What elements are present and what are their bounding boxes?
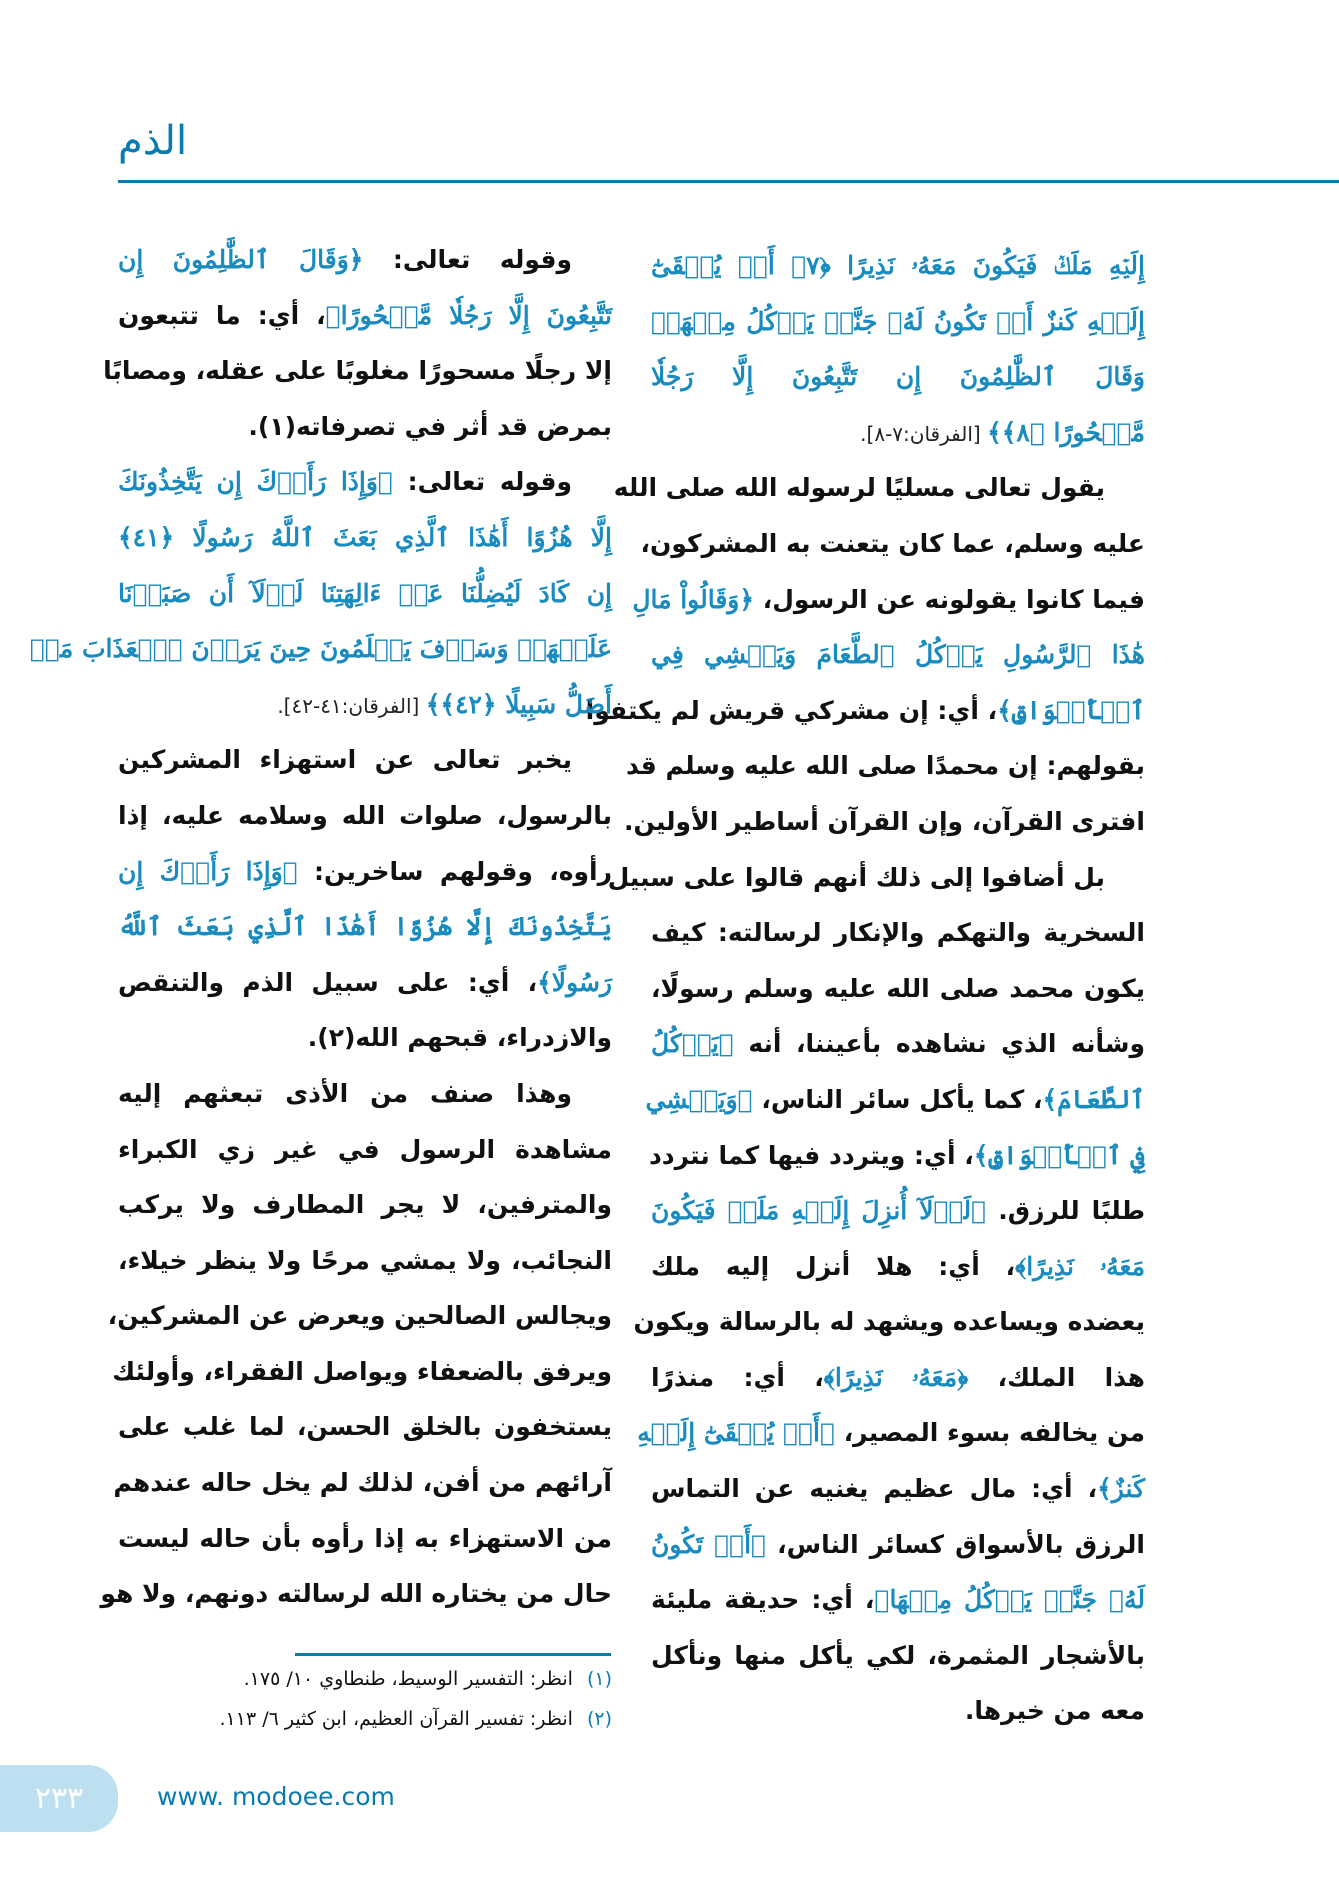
left-text-column (29, 232, 613, 1622)
body-text: ، أي: حديقة مليئة (651, 1585, 875, 1615)
body-text: السخرية والتهكم والإنكار لرسالته: كيف (651, 918, 1145, 948)
quran-verse: هَٰذَا ٱلرَّسُولِ يَأۡكُلُ ٱلطَّعَامَ وَيَمۡشِي فِي (651, 640, 1145, 670)
footnote-divider (295, 1653, 611, 1656)
text-line (118, 1122, 612, 1178)
quran-verse: ﴿لَوۡلَآ أُنزِلَ إِلَيۡهِ مَلَكٞ فَيَكُونَ (651, 1196, 987, 1226)
text-line (648, 1128, 1145, 1184)
body-text: بل أضافوا إلى ذلك أنهم قالوا على سبيل (607, 862, 1105, 892)
verse-reference: [الفرقان:٧-٨]. (860, 421, 988, 446)
quran-verse: إِن كَادَ لَيُضِلُّنَا عَنۡ ءَالِهَتِنَا لَوۡلَآ أَن صَبَرۡنَا (118, 578, 612, 608)
text-line (651, 905, 1145, 961)
footnote-text: انظر: التفسير الوسيط، طنطاوي ١٠/ ١٧٥. (243, 1668, 573, 1690)
text-line (625, 738, 1145, 794)
body-text: طلبًا للرزق. (986, 1196, 1146, 1226)
text-line (118, 288, 612, 344)
body-text: بالرسول، صلوات الله وسلامه عليه، إذا (118, 800, 612, 830)
quran-verse: فِي ٱلۡأَسۡوَاقِ﴾ (973, 1140, 1145, 1170)
text-line (651, 294, 1145, 350)
text-line (645, 1072, 1145, 1128)
body-text: ، أي: ويتردد فيها كما نتردد (648, 1140, 974, 1170)
text-line (118, 899, 612, 955)
footnote-2 (118, 1708, 612, 1730)
text-line (113, 1455, 612, 1511)
quran-verse: عَلَيۡهَاۚ وَسَوۡفَ يَعۡلَمُونَ حِينَ يَرَوۡنَ ٱلۡعَذَابَ مَنۡ (29, 634, 612, 664)
text-line (651, 1183, 1145, 1239)
text-line (613, 460, 1145, 516)
quran-verse: ﴿وَيَمۡشِي (645, 1084, 753, 1114)
text-line (651, 1572, 1145, 1628)
text-line (118, 677, 612, 733)
text-line (651, 405, 1145, 461)
body-text: من الاستهزاء به إذا رأوه بأن حاله ليست (118, 1523, 612, 1553)
quran-verse: ﴿أَوۡ تَكُونُ (651, 1529, 767, 1559)
text-line (118, 1066, 612, 1122)
quran-verse: ﴿أَوۡ يُلۡقَىٰٓ إِلَيۡهِ (637, 1418, 835, 1448)
body-text: حال من يختاره الله لرسالته دونهم، ولا هو (100, 1579, 612, 1609)
quran-verse: مَعَهُۥ نَذِيرًا﴾ (1015, 1251, 1145, 1281)
text-line (107, 1288, 612, 1344)
text-line (640, 516, 1145, 572)
chapter-title: الذم (118, 118, 188, 164)
body-text: ، أي: منذرًا (651, 1362, 824, 1392)
quran-verse: إِلَيۡهِ مَلَكٞ فَيَكُونَ مَعَهُۥ نَذِيرًا ﴿٧﴾ أَوۡ يُلۡقَىٰٓ (651, 251, 1145, 280)
quran-verse: ﴿وَقَالَ ٱلظَّٰلِمُونَ إِن (118, 245, 364, 274)
text-line (651, 627, 1145, 683)
quran-verse: وَقَالَ ٱلظَّٰلِمُونَ إِن تَتَّبِعُونَ إِلَّا رَجُلٗا (651, 362, 1145, 392)
body-text: الرزق بالأسواق كسائر الناس، (766, 1529, 1145, 1559)
text-line (118, 1399, 612, 1455)
quran-verse: ٱلطَّعَامَ﴾ (1042, 1084, 1145, 1114)
page-number: ٢٣٣ (0, 1765, 118, 1832)
quran-verse: إِلَّا هُزُوًا أَهَٰذَا ٱلَّذِي بَعَثَ ٱللَّهُ رَسُولًا ﴿٤١﴾ (118, 522, 612, 552)
body-text: يكون محمد صلى الله عليه وسلم رسولًا، (651, 973, 1145, 1003)
footnote-text: انظر: تفسير القرآن العظيم، ابن كثير ٦/ ١١٣. (219, 1708, 573, 1730)
body-text: آرائهم من أفن، لذلك لم يخل حاله عندهم (113, 1468, 612, 1498)
body-text: بمرض قد أثر في تصرفاته(١). (248, 411, 612, 441)
text-line (118, 1177, 612, 1233)
body-text: بقولهم: إن محمدًا صلى الله عليه وسلم قد (625, 751, 1145, 781)
quran-verse: إِلَيۡهِ كَنزٌ أَوۡ تَكُونُ لَهُۥ جَنَّةٞ يَأۡكُلُ مِنۡهَاۚ (651, 306, 1145, 336)
text-line (607, 850, 1145, 906)
text-line (632, 572, 1145, 628)
body-text: ، أي: إن مشركي قريش لم يكتفوا (585, 695, 998, 725)
body-text: بالأشجار المثمرة، لكي يأكل منها ونأكل (651, 1640, 1145, 1670)
quran-verse: ﴿وَقَالُواْ مَالِ (632, 584, 754, 614)
body-text: هذا الملك، (968, 1362, 1145, 1392)
body-text: ويرفق بالضعفاء ويواصل الفقراء، وأولئك (112, 1356, 612, 1386)
body-text: يقول تعالى مسليًا لرسوله الله صلى الله (613, 473, 1105, 503)
quran-verse: ٱلۡأَسۡوَاقِ﴾ (997, 695, 1145, 725)
text-line (651, 961, 1145, 1017)
body-text: ، أي: على سبيل الذم والتنقص (118, 967, 538, 997)
quran-verse: رَسُولًا﴾ (537, 967, 612, 997)
body-text: ، أي: هلا أنزل إليه ملك (651, 1251, 1016, 1281)
text-line (651, 1517, 1145, 1573)
text-line (118, 399, 612, 455)
text-line (118, 955, 612, 1011)
quran-verse: يَتَّخِذُونَكَ إِلَّا هُزُوًا أَهَٰذَا ٱلَّذِي بَعَثَ ٱللَّهُ (118, 912, 612, 942)
text-line (637, 1405, 1145, 1461)
body-text: وقوله تعالى: (363, 245, 572, 274)
text-line (29, 621, 612, 677)
quran-verse: لَهُۥ جَنَّةٞ يَأۡكُلُ مِنۡهَا﴾ (874, 1585, 1145, 1615)
text-line (118, 454, 612, 510)
body-text: يخبر تعالى عن استهزاء المشركين (118, 745, 572, 775)
quran-verse: ﴿مَعَهُۥ نَذِيرًا﴾ (823, 1362, 969, 1392)
quran-verse: أَضَلُّ سَبِيلًا ﴿٤٢﴾﴾ (425, 689, 612, 719)
text-line (118, 1010, 612, 1066)
footnote-number: (١) (586, 1668, 612, 1690)
text-line (118, 510, 612, 566)
website-link[interactable]: www. modoee.com (157, 1782, 395, 1811)
quran-verse: تَتَّبِعُونَ إِلَّا رَجُلٗا مَّسۡحُورًا﴾ (325, 300, 613, 330)
text-line (651, 238, 1145, 294)
quran-verse: ﴿وَإِذَا رَأَوۡكَ إِن (118, 856, 298, 886)
body-text: يستخفون بالخلق الحسن، لما غلب على (118, 1412, 612, 1442)
body-text: رأوه، وقولهم ساخرين: (297, 856, 612, 886)
body-text: والازدراء، قبحهم الله(٢). (307, 1023, 612, 1053)
text-line (651, 349, 1145, 405)
body-text: من يخالفه بسوء المصير، (834, 1418, 1145, 1448)
footnote-1 (118, 1668, 612, 1690)
quran-verse: مَّسۡحُورًا ﴿٨﴾﴾ (987, 417, 1145, 447)
text-line (623, 794, 1145, 850)
body-text: وقوله تعالى: (392, 467, 572, 497)
text-line (112, 1344, 612, 1400)
body-text: ويجالس الصالحين ويعرض عن المشركين، (107, 1301, 612, 1331)
body-text: والمترفين، لا يجر المطارف ولا يركب (118, 1190, 612, 1220)
text-line (118, 844, 612, 900)
body-text: النجائب، ولا يمشي مرحًا ولا ينظر خيلاء، (118, 1245, 612, 1275)
text-line (651, 1350, 1145, 1406)
body-text: ، كما يأكل سائر الناس، (752, 1084, 1043, 1114)
body-text: وشأنه الذي نشاهده بأعيننا، أنه (733, 1029, 1145, 1059)
body-text: معه من خيرها. (964, 1696, 1145, 1726)
text-line (103, 343, 612, 399)
verse-reference: [الفرقان:٤١-٤٢]. (277, 693, 426, 718)
body-text: مشاهدة الرسول في غير زي الكبراء (118, 1134, 612, 1164)
body-text: إلا رجلًا مسحورًا مغلوبًا على عقله، ومصابًا (103, 356, 612, 386)
body-text: افترى القرآن، وإن القرآن أساطير الأولين. (623, 806, 1145, 836)
body-text: يعضده ويساعده ويشهد له بالرسالة ويكون (633, 1307, 1145, 1337)
text-line (651, 1016, 1145, 1072)
text-line (651, 1628, 1145, 1684)
header-divider (118, 180, 1339, 183)
text-line (100, 1566, 612, 1622)
right-text-column (585, 238, 1146, 1739)
body-text: ، أي: مال عظيم يغنيه عن التماس (651, 1474, 1098, 1504)
quran-verse: ﴿وَإِذَا رَأَوۡكَ إِن يَتَّخِذُونَكَ (118, 467, 393, 497)
text-line (651, 1461, 1145, 1517)
text-line (118, 788, 612, 844)
text-line (633, 1294, 1145, 1350)
text-line (585, 683, 1145, 739)
text-line (118, 732, 612, 788)
body-text: عليه وسلم، عما كان يتعنت به المشركون، (640, 528, 1145, 558)
text-line (651, 1683, 1145, 1739)
body-text: فيما كانوا يقولونه عن الرسول، (754, 584, 1145, 614)
quran-verse: كَنزٌ﴾ (1097, 1474, 1145, 1504)
body-text: ، أي: ما تتبعون (118, 300, 326, 330)
text-line (118, 566, 612, 622)
text-line (118, 1511, 612, 1567)
body-text: وهذا صنف من الأذى تبعثهم إليه (118, 1078, 572, 1108)
quran-verse: ﴿يَأۡكُلُ (651, 1029, 734, 1059)
text-line (651, 1239, 1145, 1295)
text-line (118, 1233, 612, 1289)
text-line (118, 232, 612, 288)
footnote-number: (٢) (586, 1708, 612, 1730)
